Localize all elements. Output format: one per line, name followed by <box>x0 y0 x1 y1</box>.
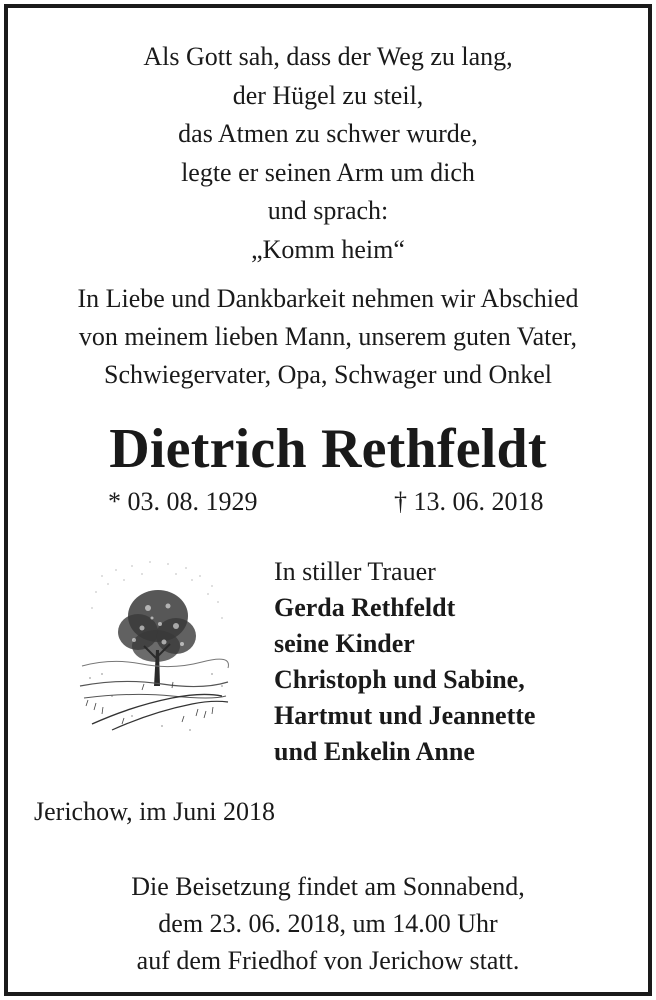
funeral-line: dem 23. 06. 2018, um 14.00 Uhr <box>158 909 498 938</box>
obituary-notice <box>4 4 652 996</box>
farewell-line: Schwiegervater, Opa, Schwager und Onkel <box>103 360 553 389</box>
mourner-name: Gerda Rethfeldt <box>274 593 456 622</box>
mourner-name: Hartmut und Jeannette <box>274 701 536 730</box>
mourner-name: seine Kinder <box>274 629 415 658</box>
place-and-date: Jerichow, im Juni 2018 <box>34 797 275 826</box>
poem-line: das Atmen zu schwer wurde, <box>178 119 478 148</box>
poem-line: Als Gott sah, dass der Weg zu lang, <box>143 42 513 71</box>
poem-line: der Hügel zu steil, <box>232 80 424 110</box>
tree-landscape-icon <box>72 546 232 736</box>
farewell-line: In Liebe und Dankbarkeit nehmen wir Abschied <box>77 284 579 313</box>
funeral-line: auf dem Friedhof von Jerichow statt. <box>136 946 520 975</box>
deceased-name: Dietrich Rethfeldt <box>109 418 547 480</box>
mourners-intro: In stiller Trauer <box>274 557 436 586</box>
farewell-text <box>8 280 648 394</box>
funeral-line: Die Beisetzung findet am Sonnabend, <box>131 872 525 901</box>
birth-date: * 03. 08. 1929 <box>108 487 258 516</box>
mourner-name: und Enkelin Anne <box>274 737 475 766</box>
farewell-line: von meinem lieben Mann, unserem guten Vater, <box>78 322 578 351</box>
poem-line: „Komm heim“ <box>251 234 405 264</box>
poem <box>8 38 648 269</box>
poem-line: und sprach: <box>267 196 389 225</box>
mourner-name: Christoph und Sabine, <box>274 665 525 694</box>
funeral-details <box>8 868 648 979</box>
poem-line: legte er seinen Arm um dich <box>181 157 475 187</box>
mourners-list <box>274 554 535 770</box>
death-date: † 13. 06. 2018 <box>394 487 544 516</box>
